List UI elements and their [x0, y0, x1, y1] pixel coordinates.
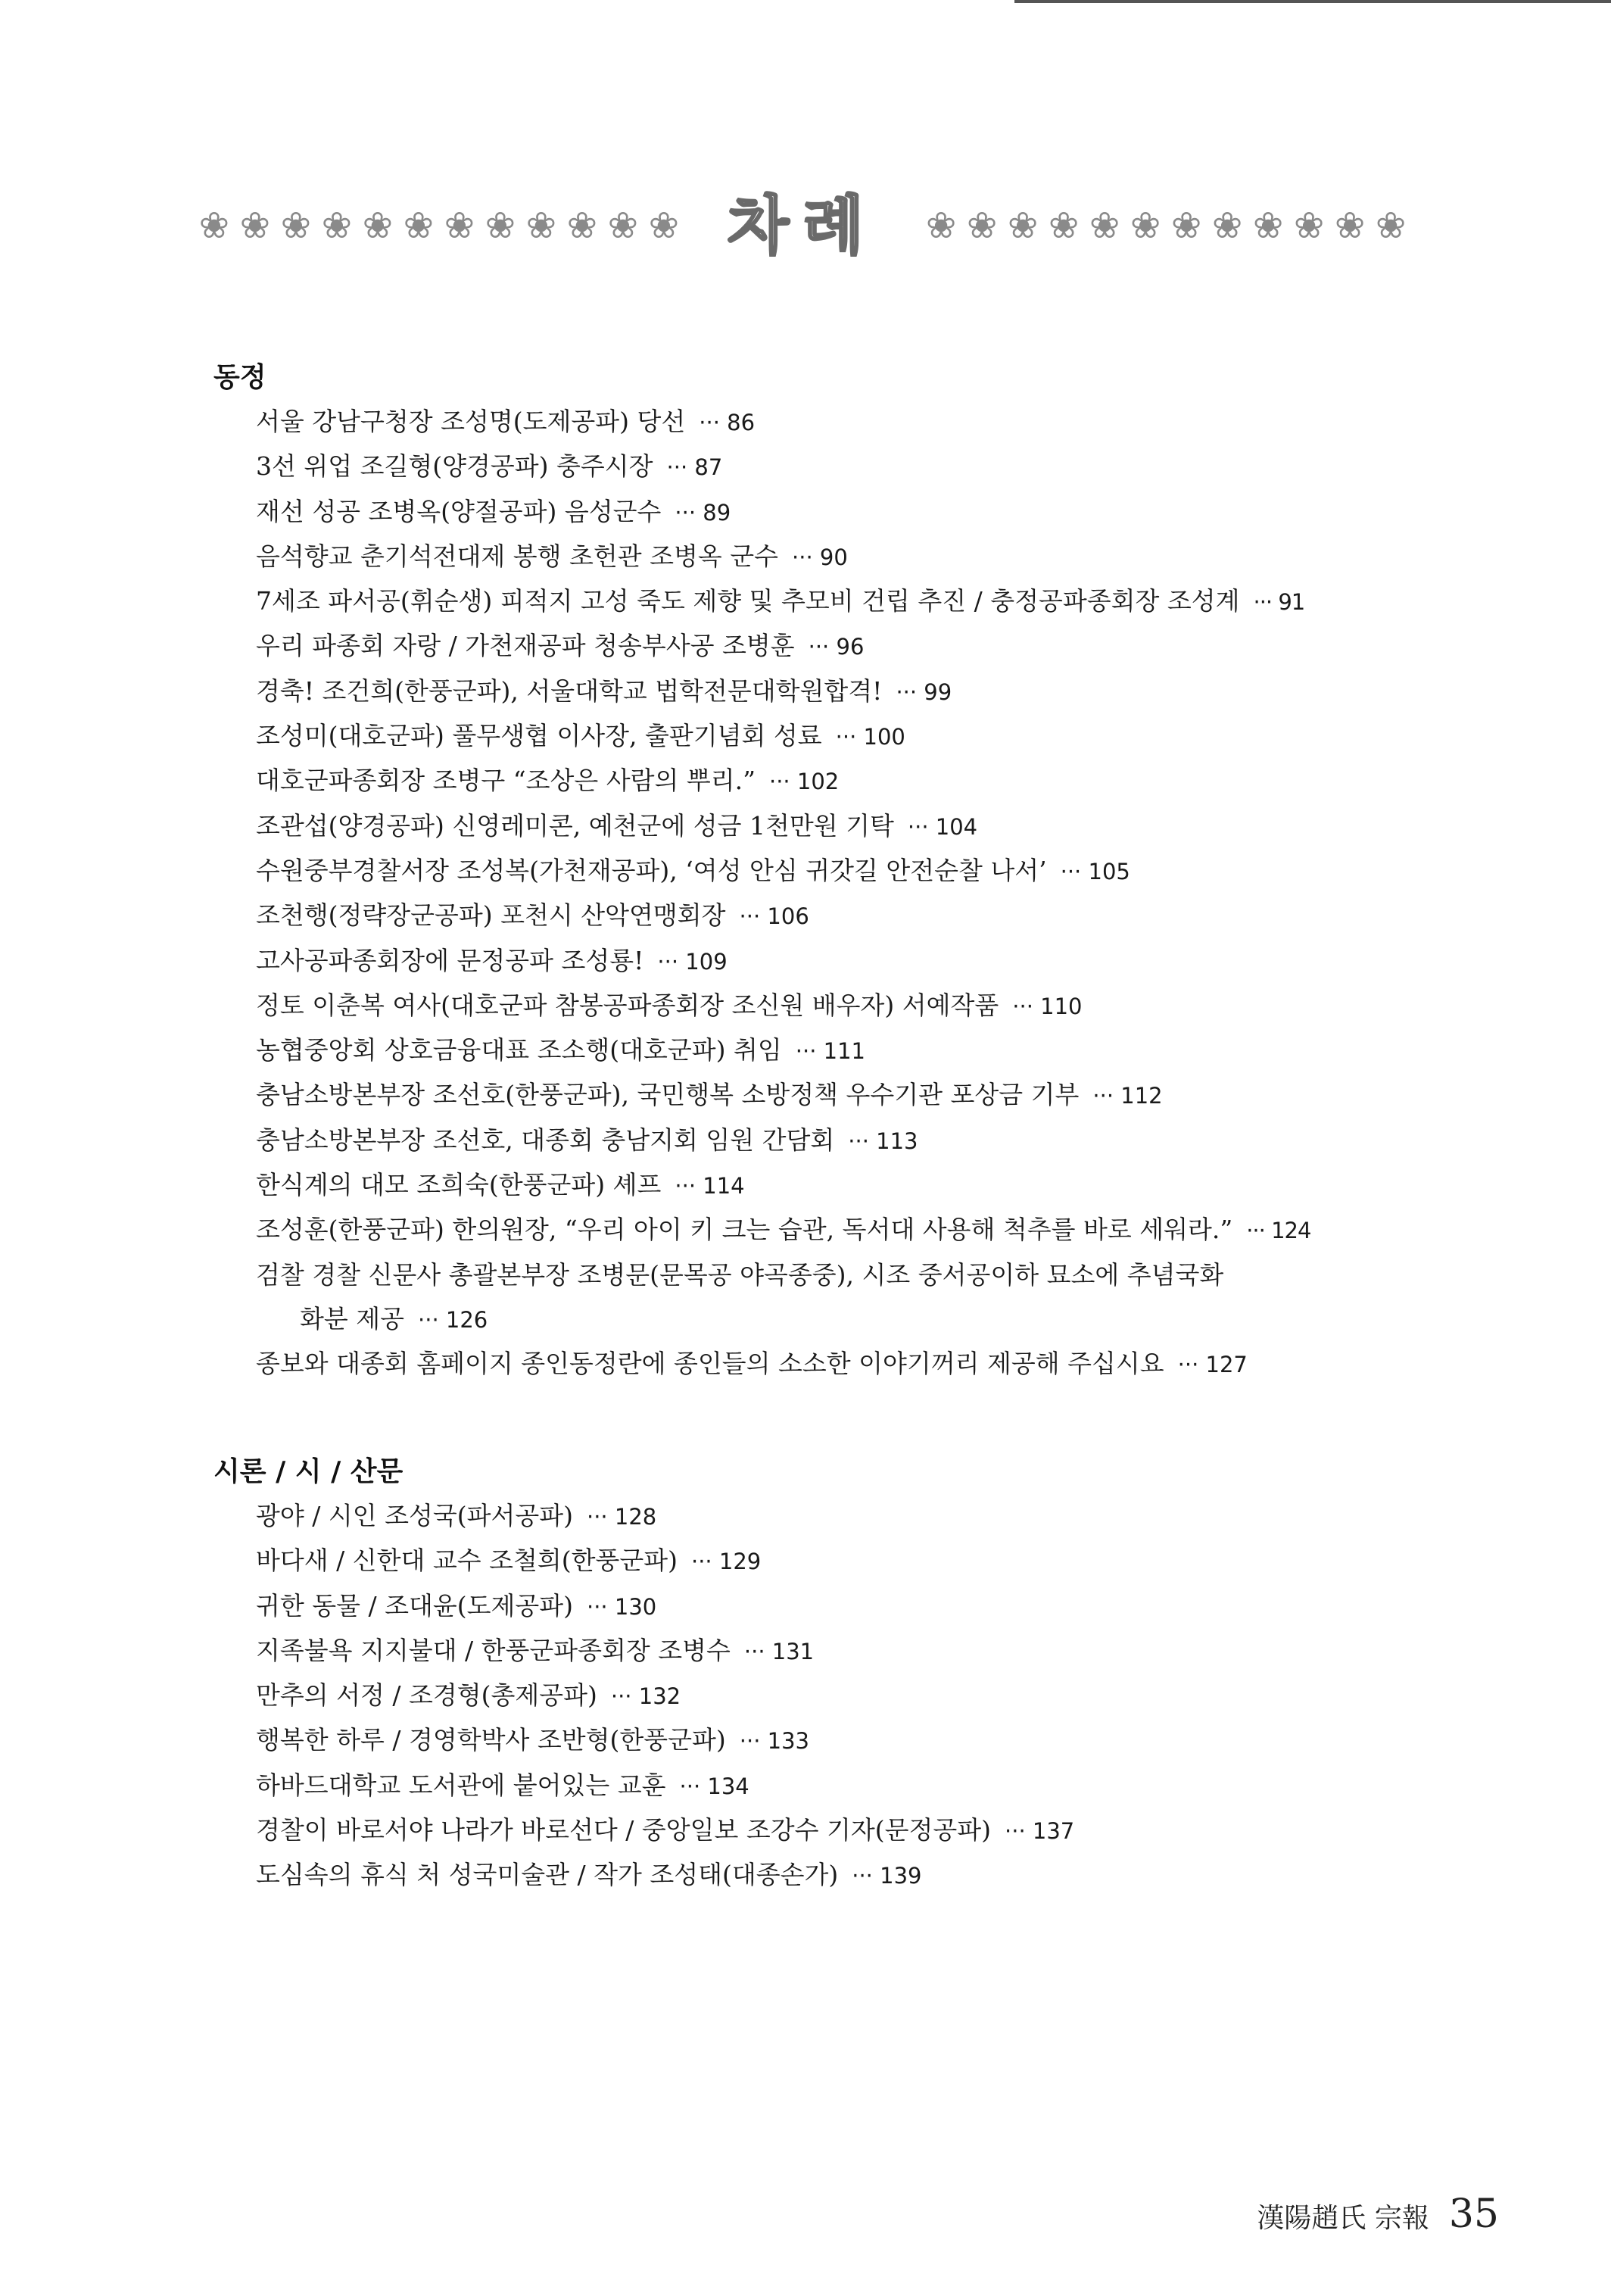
flower-icon: ❀: [1253, 204, 1284, 247]
entry-page: ··· 133: [739, 1728, 809, 1755]
toc-section-news: [213, 356, 1500, 1387]
toc-entry[interactable]: [213, 1853, 1500, 1898]
toc-entry[interactable]: [213, 1674, 1500, 1718]
toc-entry[interactable]: [213, 1163, 1500, 1208]
entry-title: 검찰 경찰 신문사 총괄본부장 조병문(문목공 야곡종중), 시조 중서공이하 묘소에 추념국화: [256, 1259, 1224, 1290]
entry-title: 도심속의 휴식 처 성국미술관 / 작가 조성태(대종손가): [256, 1860, 839, 1890]
toc-entry[interactable]: [213, 849, 1500, 894]
toc-entry[interactable]: [213, 1494, 1500, 1539]
entry-title: 만추의 서정 / 조경형(총제공파): [256, 1680, 597, 1711]
entry-title: 정토 이춘복 여사(대호군파 참봉공파종회장 조신원 배우자) 서예작품: [256, 990, 999, 1020]
toc-entry[interactable]: [213, 1539, 1500, 1583]
flower-icon: ❀: [485, 204, 516, 247]
entry-page: ··· 87: [666, 454, 723, 481]
toc-list: [213, 1494, 1500, 1898]
entry-title: 한식계의 대모 조희숙(한풍군파) 셰프: [256, 1170, 662, 1200]
entry-page: ··· 127: [1177, 1352, 1248, 1378]
entry-page: ··· 104: [907, 813, 978, 840]
page-footer: [1257, 2191, 1499, 2237]
toc-entry[interactable]: [213, 939, 1500, 984]
flower-icon: ❀: [1130, 204, 1161, 247]
entry-title: 조성훈(한풍군파) 한의원장, “우리 아이 키 크는 습관, 독서대 사용해 척추를 바로 세워라.”: [256, 1215, 1233, 1245]
flower-icon: ❀: [444, 204, 475, 247]
flower-icon: ❀: [607, 204, 638, 247]
entry-title-cont-text: 화분 제공: [300, 1303, 405, 1334]
entry-title: 농협중앙회 상호금융대표 조소행(대호군파) 취임: [256, 1035, 782, 1065]
flower-ornament-row-left: [196, 204, 682, 247]
entry-page: ··· 102: [769, 769, 840, 795]
entry-page: ··· 111: [795, 1038, 866, 1065]
entry-title: 경찰이 바로서야 나라가 바로선다 / 중앙일보 조강수 기자(문정공파): [256, 1815, 992, 1845]
flower-icon: ❀: [926, 204, 957, 247]
entry-page: ··· 110: [1012, 993, 1083, 1019]
entry-page: ··· 90: [792, 544, 848, 570]
toc-entry[interactable]: [213, 445, 1500, 489]
flower-icon: ❀: [321, 204, 352, 247]
entry-title: 광야 / 시인 조성국(파서공파): [256, 1501, 573, 1530]
page-title: 차례: [727, 188, 878, 263]
entry-page: ··· 134: [679, 1773, 749, 1799]
entry-title: 재선 성공 조병옥(양절공파) 음성군수: [256, 496, 662, 526]
toc-entry[interactable]: [213, 1764, 1500, 1808]
page-number: 35: [1448, 2191, 1499, 2237]
entry-page: ··· 100: [835, 724, 905, 750]
flower-icon: ❀: [1376, 204, 1407, 247]
toc-section-essays: [213, 1450, 1500, 1898]
entry-page: ··· 89: [675, 499, 731, 526]
entry-title: 조관섭(양경공파) 신영레미콘, 예천군에 성금 1천만원 기탁: [256, 810, 894, 841]
entry-title: 조성미(대호군파) 풀무생협 이사장, 출판기념회 성료: [256, 721, 822, 751]
entry-title: 7세조 파서공(휘순생) 피적지 고성 죽도 제향 및 추모비 건립 추진 / 충정공파종회장 조성계: [256, 586, 1240, 616]
flower-icon: ❀: [967, 204, 998, 247]
toc-entry[interactable]: [213, 1253, 1500, 1343]
flower-icon: ❀: [280, 204, 311, 247]
entry-title: 대호군파종회장 조병구 “조상은 사람의 뿌리.”: [256, 766, 756, 796]
entry-title: 3선 위업 조길형(양경공파) 충주시장: [256, 451, 653, 482]
entry-title: 고사공파종회장에 문정공파 조성룡!: [256, 945, 644, 975]
toc-entry[interactable]: [213, 1808, 1500, 1853]
toc-entry[interactable]: [213, 894, 1500, 938]
flower-icon: ❀: [1294, 204, 1325, 247]
entry-page: ··· 109: [657, 948, 728, 975]
entry-page: ··· 112: [1092, 1083, 1163, 1109]
flower-icon: ❀: [566, 204, 597, 247]
entry-title: 귀한 동물 / 조대윤(도제공파): [256, 1590, 573, 1621]
entry-title: 종보와 대종회 홈페이지 종인동정란에 종인들의 소소한 이야기꺼리 제공해 주십시요: [256, 1349, 1164, 1379]
toc-entry[interactable]: [213, 535, 1500, 579]
flower-icon: ❀: [1335, 204, 1366, 247]
entry-page: ··· 114: [675, 1173, 745, 1199]
entry-title: 지족불욕 지지불대 / 한풍군파종회장 조병수: [256, 1635, 731, 1665]
toc-entry[interactable]: [213, 714, 1500, 759]
entry-title: 하바드대학교 도서관에 붙어있는 교훈: [256, 1770, 666, 1800]
toc-entry[interactable]: [213, 1629, 1500, 1674]
entry-page: ··· 139: [852, 1863, 922, 1889]
entry-page: ··· 96: [808, 634, 865, 660]
entry-title: 경축! 조건희(한풍군파), 서울대학교 법학전문대학원합격!: [256, 675, 883, 706]
toc-entry[interactable]: [213, 400, 1500, 445]
entry-title: 행복한 하루 / 경영학박사 조반형(한풍군파): [256, 1725, 726, 1755]
entry-page: ··· 137: [1005, 1818, 1075, 1845]
top-rule: [1014, 0, 1611, 3]
entry-page: ··· 86: [699, 410, 756, 435]
toc-entry[interactable]: [213, 624, 1500, 669]
entry-title: 우리 파종회 자랑 / 가천재공파 청송부사공 조병훈: [256, 631, 795, 661]
flower-icon: ❀: [198, 204, 229, 247]
entry-title: 조천행(정략장군공파) 포천시 산악연맹회장: [256, 900, 726, 931]
flower-icon: ❀: [1008, 204, 1039, 247]
entry-page: ··· 131: [743, 1638, 815, 1664]
flower-ornament-row-right: [923, 204, 1409, 247]
toc-entry[interactable]: [213, 804, 1500, 849]
entry-page: ··· 99: [896, 679, 952, 705]
entry-page: ··· 106: [739, 903, 809, 930]
toc-entry[interactable]: [213, 1342, 1500, 1387]
flower-icon: ❀: [362, 204, 393, 247]
entry-page: ··· 132: [610, 1683, 681, 1710]
toc-entry[interactable]: [213, 1028, 1500, 1073]
entry-title: 충남소방본부장 조선호(한풍군파), 국민행복 소방정책 우수기관 포상금 기부: [256, 1080, 1080, 1110]
flower-icon: ❀: [525, 204, 556, 247]
entry-page: ··· 129: [691, 1549, 762, 1575]
toc-entry[interactable]: [213, 1208, 1500, 1253]
toc-entry[interactable]: [213, 1584, 1500, 1629]
entry-title: 바다새 / 신한대 교수 조철희(한풍군파): [256, 1546, 678, 1576]
entry-title: 서울 강남구청장 조성명(도제공파) 당선: [256, 407, 686, 436]
toc-entry[interactable]: [213, 1718, 1500, 1763]
entry-page: ··· 113: [848, 1128, 918, 1154]
entry-title: 충남소방본부장 조선호, 대종회 충남지회 임원 간담회: [256, 1125, 835, 1155]
toc-entry[interactable]: [213, 579, 1500, 624]
entry-page: ··· 124: [1246, 1218, 1311, 1244]
flower-icon: ❀: [1089, 204, 1120, 247]
flower-icon: ❀: [1171, 204, 1202, 247]
entry-page: ··· 128: [587, 1504, 657, 1530]
entry-title-continuation: [256, 1297, 1500, 1342]
entry-page: ··· 126: [418, 1306, 488, 1333]
flower-icon: ❀: [403, 204, 434, 247]
publication-name: 漢陽趙氏 宗報: [1257, 2203, 1429, 2234]
entry-page: ··· 91: [1253, 589, 1305, 616]
entry-page: ··· 130: [587, 1593, 657, 1620]
flower-icon: ❀: [1212, 204, 1243, 247]
toc-entry[interactable]: [213, 669, 1500, 714]
toc-entry[interactable]: [213, 984, 1500, 1028]
toc-entry[interactable]: [213, 1073, 1500, 1118]
toc-entry[interactable]: [213, 1118, 1500, 1163]
toc-title-band: [136, 189, 1469, 262]
flower-icon: ❀: [239, 204, 270, 247]
section-heading: 동정: [213, 362, 266, 393]
toc-entry[interactable]: [213, 490, 1500, 535]
toc-entry[interactable]: [213, 759, 1500, 803]
toc-list: [213, 400, 1500, 1387]
flower-icon: ❀: [648, 204, 679, 247]
entry-title: 수원중부경찰서장 조성복(가천재공파), ‘여성 안심 귀갓길 안전순찰 나서’: [256, 855, 1047, 885]
section-heading: 시론 / 시 / 산문: [213, 1456, 404, 1487]
entry-title: 음석향교 춘기석전대제 봉행 초헌관 조병옥 군수: [256, 541, 779, 571]
flower-icon: ❀: [1049, 204, 1080, 247]
entry-page: ··· 105: [1060, 858, 1130, 884]
